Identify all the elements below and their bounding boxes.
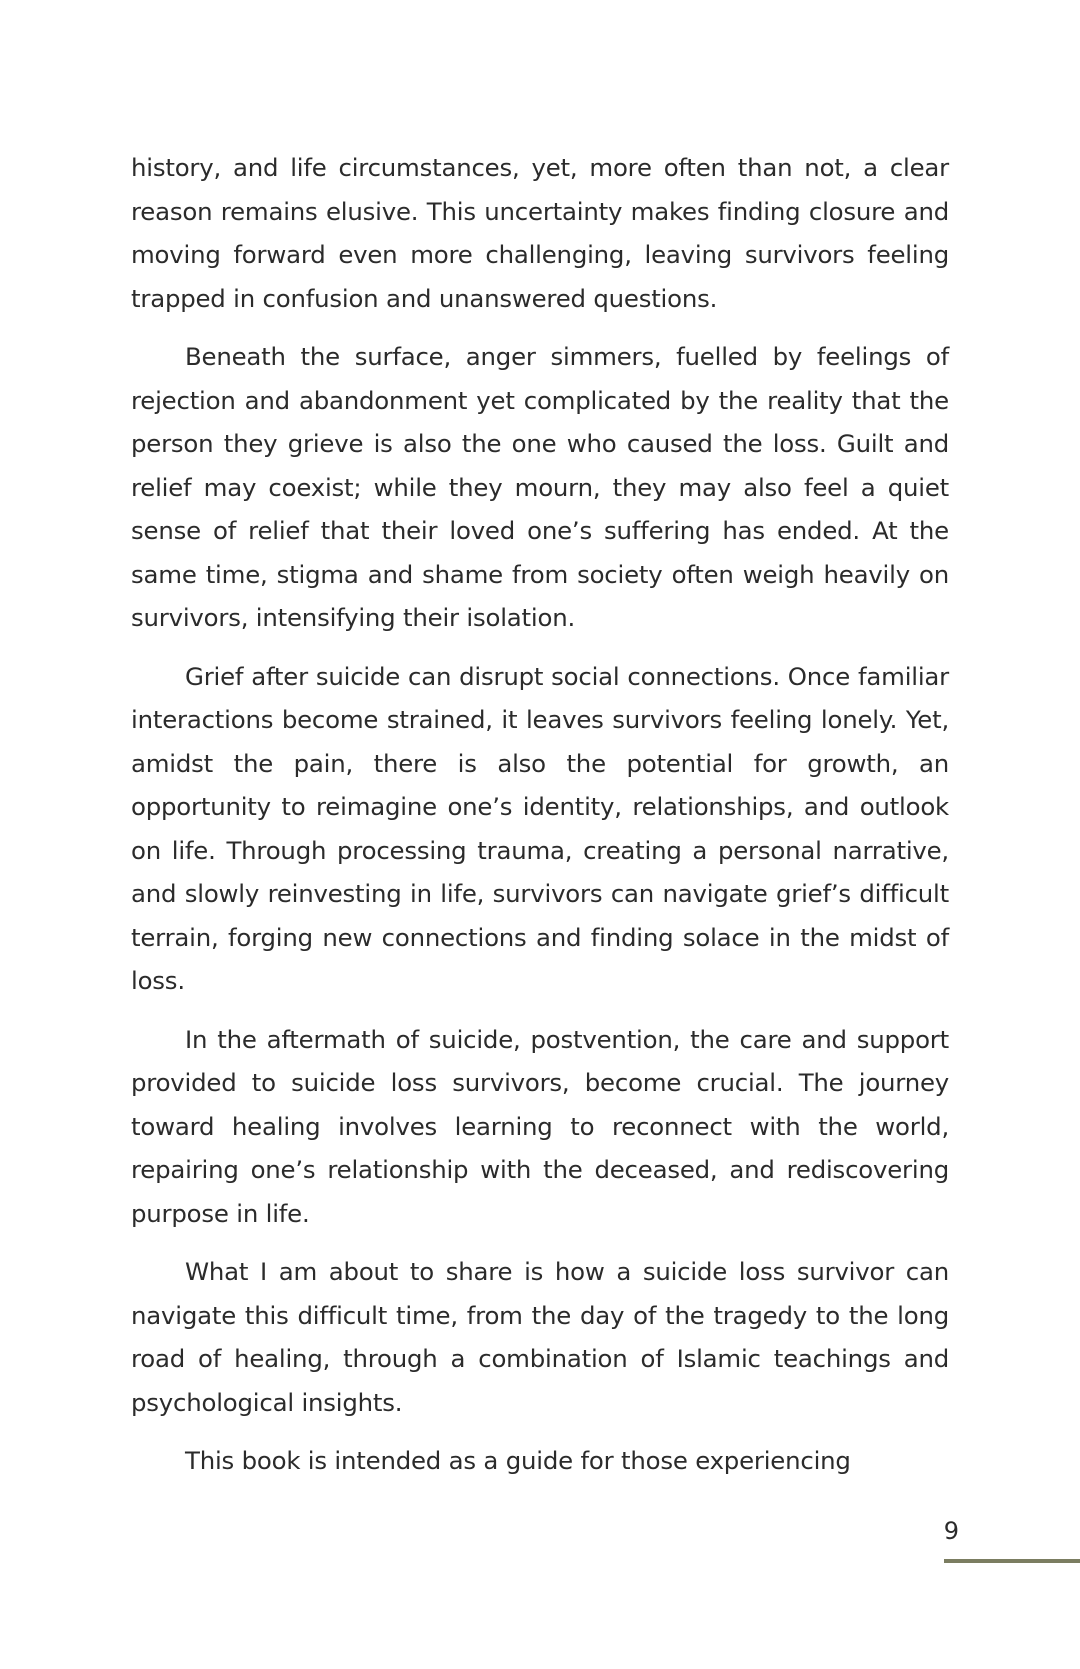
page-number: 9 bbox=[943, 1517, 959, 1545]
body-text bbox=[131, 146, 949, 1498]
footer-rule bbox=[944, 1559, 1080, 1563]
paragraph: In the aftermath of suicide, postvention, the care and support provided to suicide loss survivors, become crucial. The journey toward healing involves learning to reconnect with the world, repairing one’s relationship with the deceased, and rediscovering purpose in life. bbox=[131, 1024, 949, 1228]
paragraph: Grief after suicide can disrupt social connections. Once familiar interactions become strained, it leaves survivors feeling lonely. Yet, amidst the pain, there is also the potential for growth, an opportunity to reimagine one’s identity, relationships, and outlook on life. Through processing trauma, creating a personal narrative, and slowly reinvesting in life, survivors can navigate grief’s difficult terrain, forging new connections and finding solace in the midst of loss. bbox=[131, 661, 949, 995]
paragraph-continues: This book is intended as a guide for those experiencing bbox=[185, 1446, 851, 1475]
paragraph: What I am about to share is how a suicide loss survivor can navigate this difficult time, from the day of the tragedy to the long road of healing, through a combination of Islamic teachings and psychological insights. bbox=[131, 1257, 949, 1417]
paragraph-continued: history, and life circumstances, yet, more often than not, a clear reason remains elusive. This uncertainty makes finding closure and moving forward even more challenging, leaving survivors feeling trapped in confusion and unanswered questions. bbox=[131, 153, 949, 313]
paragraph: Beneath the surface, anger simmers, fuelled by feelings of rejection and abandonment yet complicated by the reality that the person they grieve is also the one who caused the loss. Guilt and relief may coexist; while they mourn, they may also feel a quiet sense of relief that their loved one’s suffering has ended. At the same time, stigma and shame from society often weigh heavily on survivors, intensifying their isolation. bbox=[131, 342, 949, 632]
